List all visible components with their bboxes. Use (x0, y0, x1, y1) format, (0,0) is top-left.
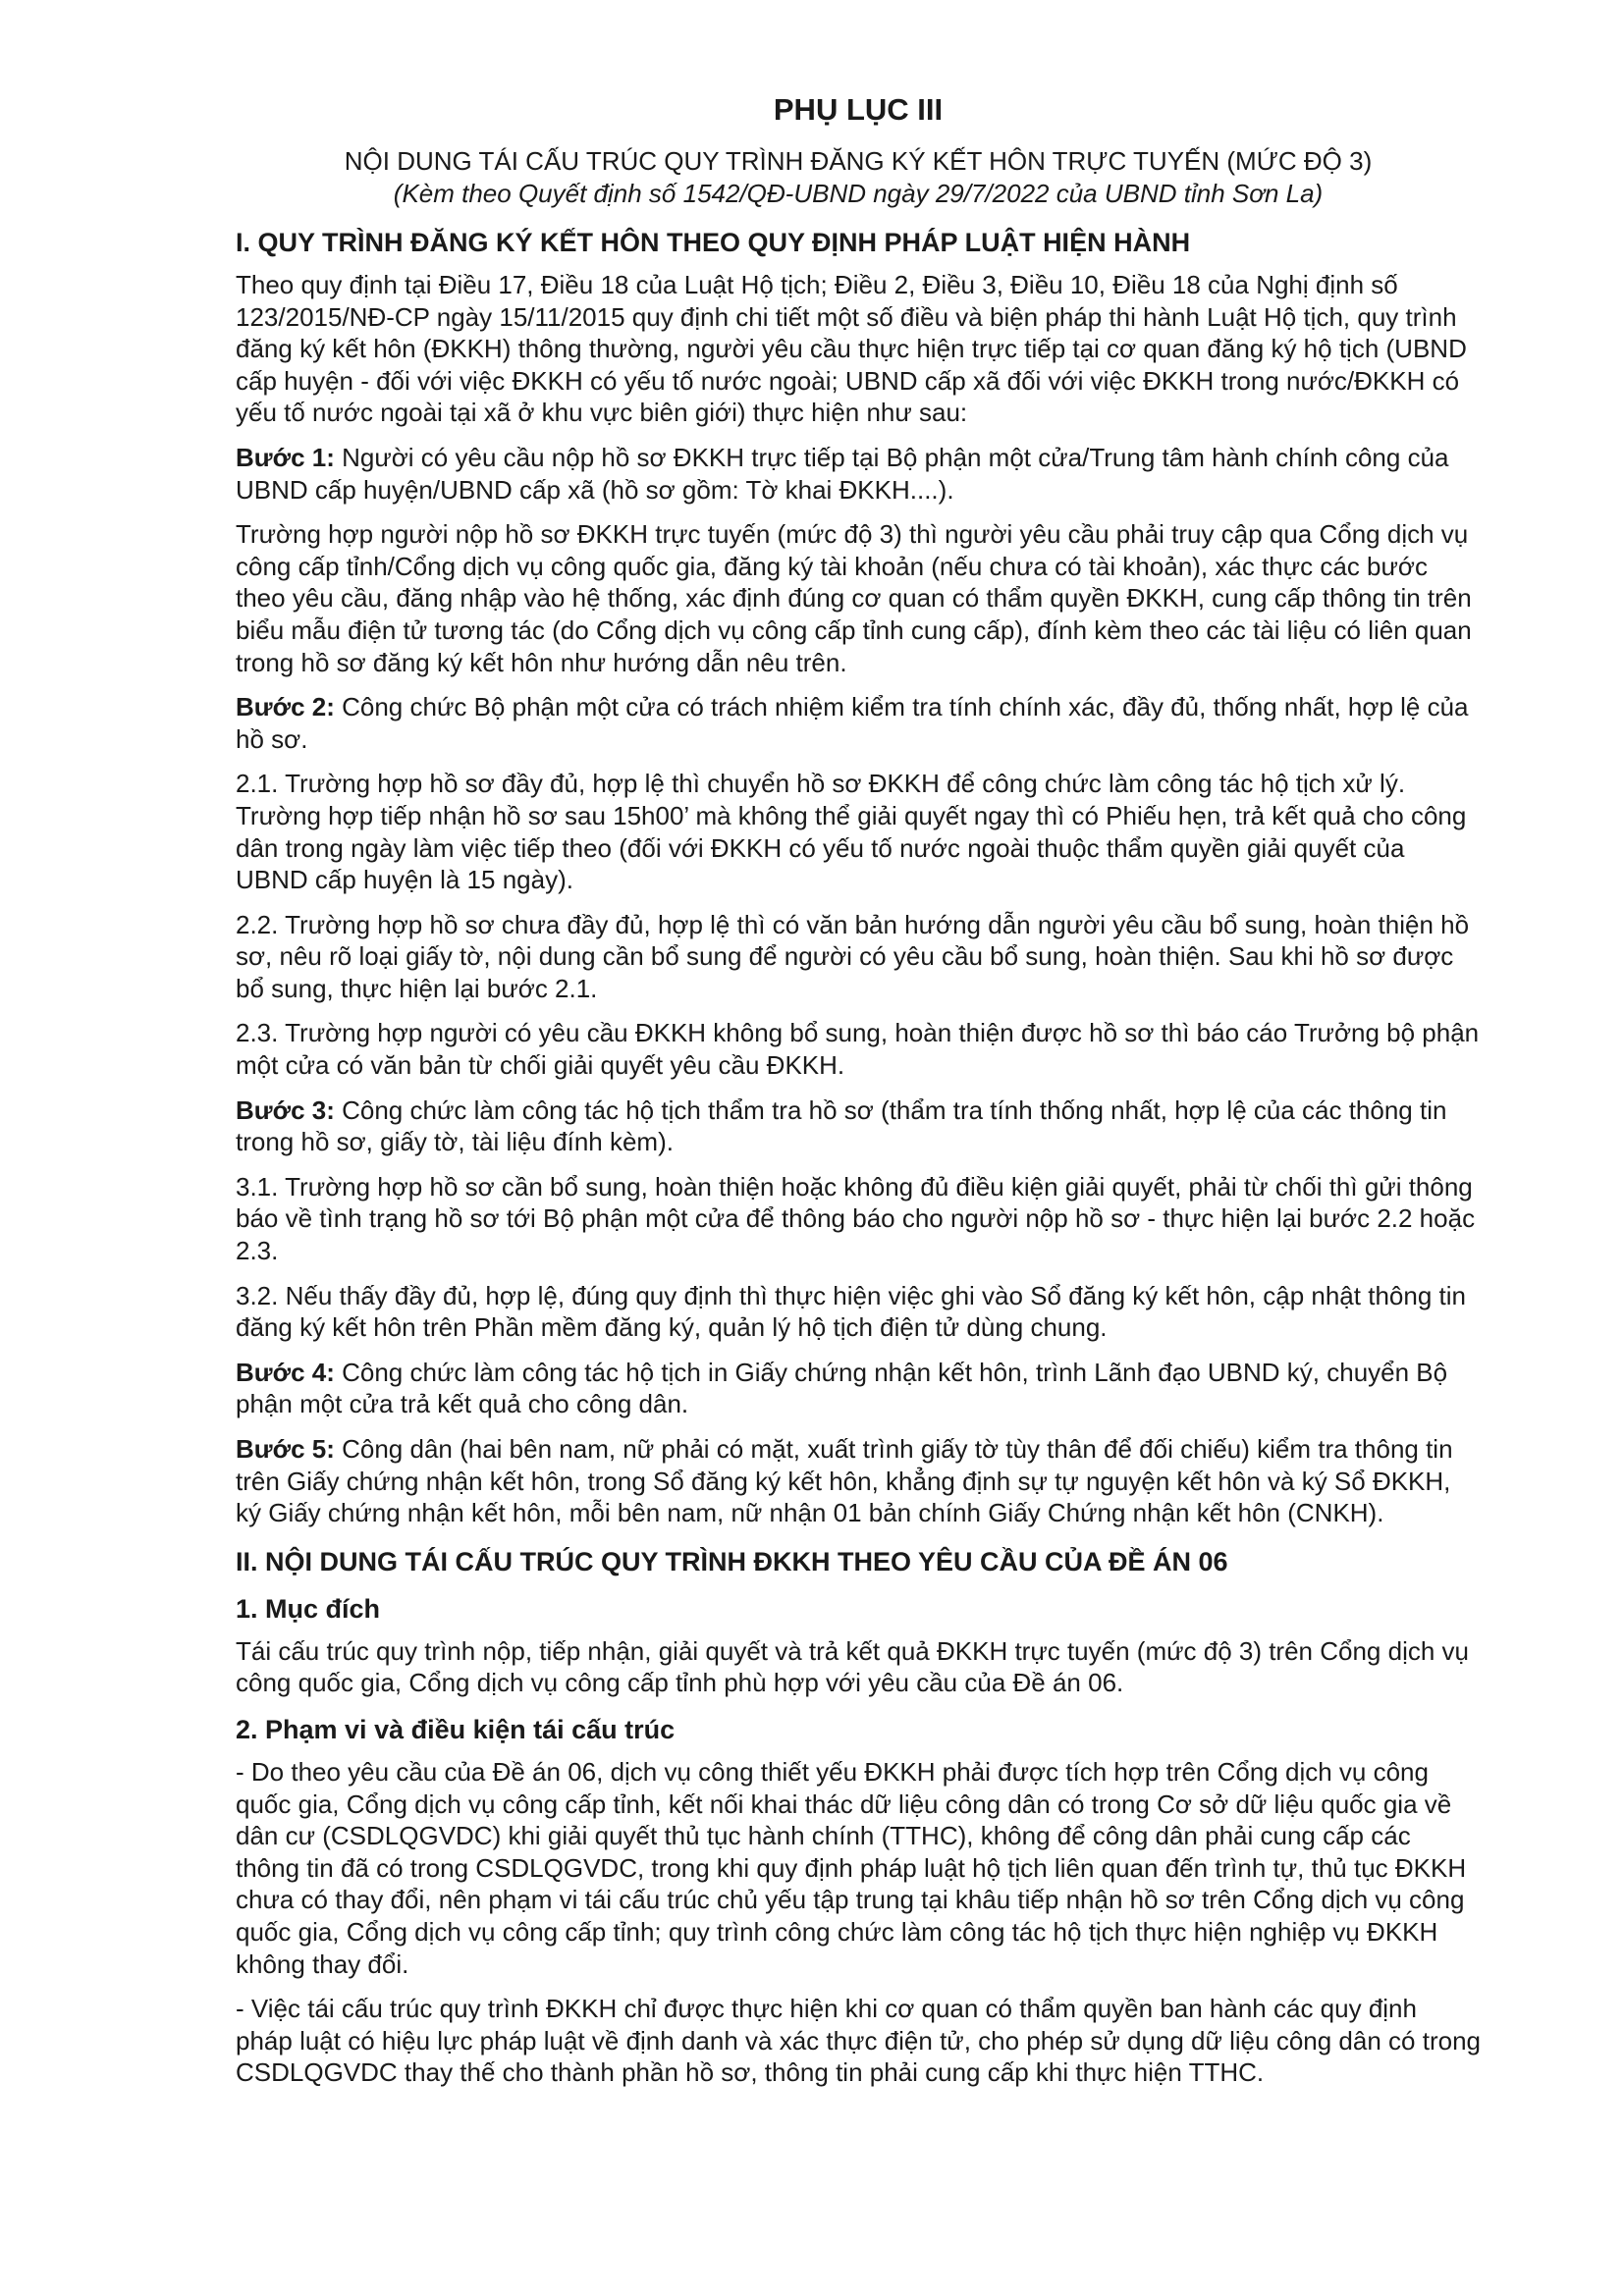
step-3-paragraph (236, 1095, 1481, 1158)
online-submission-paragraph: Trường hợp người nộp hồ sơ ĐKKH trực tuyến (mức độ 3) thì người yêu cầu phải truy cập qua Cổng dịch vụ công cấp tỉnh/Cổng dịch vụ công quốc gia, đăng ký tài khoản (nếu chưa có tài khoản), xác thực các bước theo yêu cầu, đăng nhập vào hệ thống, xác định đúng cơ quan có thẩm quyền ĐKKH, cung cấp thông tin trên biểu mẫu điện tử tương tác (do Cổng dịch vụ công cấp tỉnh cung cấp), đính kèm theo các tài liệu có liên quan trong hồ sơ đăng ký kết hôn như hướng dẫn nêu trên. (236, 519, 1472, 677)
item-2-2-paragraph: 2.2. Trường hợp hồ sơ chưa đầy đủ, hợp lệ thì có văn bản hướng dẫn người yêu cầu bổ sung, hoàn thiện hồ sơ, nêu rõ loại giấy tờ, nội dung cần bổ sung để người có yêu cầu bổ sung, hoàn thiện. Sau khi hồ sơ được bổ sung, thực hiện lại bước 2.1. (236, 909, 1470, 1003)
document-note: (Kèm theo Quyết định số 1542/QĐ-UBND ngày 29/7/2022 của UBND tỉnh Sơn La) (393, 179, 1324, 208)
step-4-label: Bước 4: (236, 1357, 335, 1387)
step-4-text: Công chức làm công tác hộ tịch in Giấy chứng nhận kết hôn, trình Lãnh đạo UBND ký, chuyển Bộ phận một cửa trả kết quả cho công dân. (236, 1357, 1448, 1419)
step-2-text: Công chức Bộ phận một cửa có trách nhiệm kiểm tra tính chính xác, đầy đủ, thống nhất, hợp lệ của hồ sơ. (236, 692, 1469, 754)
step-1-label: Bước 1: (236, 442, 335, 472)
item-3-1-paragraph: 3.1. Trường hợp hồ sơ cần bổ sung, hoàn thiện hoặc không đủ điều kiện giải quyết, phải từ chối thì gửi thông báo về tình trạng hồ sơ tới Bộ phận một cửa để thông báo cho người nộp hồ sơ - thực hiện lại bước 2.2 hoặc 2.3. (236, 1171, 1476, 1266)
step-1-paragraph (236, 442, 1481, 506)
item-2-1-paragraph: 2.1. Trường hợp hồ sơ đầy đủ, hợp lệ thì chuyển hồ sơ ĐKKH để công chức làm công tác hộ tịch xử lý. Trường hợp tiếp nhận hồ sơ sau 15h00’ mà không thể giải quyết ngay thì có Phiếu hẹn, trả kết quả cho công dân trong ngày làm việc tiếp theo (đối với ĐKKH có yếu tố nước ngoài thuộc thẩm quyền giải quyết của UBND cấp huyện là 15 ngày). (236, 769, 1467, 895)
scope-heading: 2. Phạm vi và điều kiện tái cấu trúc (236, 1714, 676, 1744)
step-4-paragraph (236, 1357, 1481, 1420)
step-5-paragraph (236, 1433, 1481, 1529)
step-5-text: Công dân (hai bên nam, nữ phải có mặt, xuất trình giấy tờ tùy thân để đối chiếu) kiểm tra thông tin trên Giấy chứng nhận kết hôn, trong Sổ đăng ký kết hôn, khẳng định sự tự nguyện kết hôn và ký Sổ ĐKKH, ký Giấy chứng nhận kết hôn, mỗi bên nam, nữ nhận 01 bản chính Giấy Chứng nhận kết hôn (CNKH). (236, 1434, 1453, 1528)
purpose-paragraph: Tái cấu trúc quy trình nộp, tiếp nhận, giải quyết và trả kết quả ĐKKH trực tuyến (mức độ 3) trên Cổng dịch vụ công quốc gia, Cổng dịch vụ công cấp tỉnh phù hợp với yêu cầu của Đề án 06. (236, 1635, 1469, 1698)
document-body (236, 90, 1481, 2102)
item-3-2-paragraph: 3.2. Nếu thấy đầy đủ, hợp lệ, đúng quy định thì thực hiện việc ghi vào Sổ đăng ký kết hôn, cập nhật thông tin đăng ký kết hôn trên Phần mềm đăng ký, quản lý hộ tịch điện tử dùng chung. (236, 1280, 1466, 1343)
section-2-heading: II. NỘI DUNG TÁI CẤU TRÚC QUY TRÌNH ĐKKH THEO YÊU CẦU CỦA ĐỀ ÁN 06 (236, 1546, 1228, 1576)
step-1-text: Người có yêu cầu nộp hồ sơ ĐKKH trực tiếp tại Bộ phận một cửa/Trung tâm hành chính công của UBND cấp huyện/UBND cấp xã (hồ sơ gồm: Tờ khai ĐKKH....). (236, 442, 1449, 505)
step-3-label: Bước 3: (236, 1095, 335, 1125)
step-2-paragraph (236, 691, 1481, 755)
document-subtitle: NỘI DUNG TÁI CẤU TRÚC QUY TRÌNH ĐĂNG KÝ KẾT HÔN TRỰC TUYẾN (MỨC ĐỘ 3) (344, 146, 1373, 176)
section-1-intro: Theo quy định tại Điều 17, Điều 18 của Luật Hộ tịch; Điều 2, Điều 3, Điều 10, Điều 18 của Nghị định số 123/2015/NĐ-CP ngày 15/11/2015 quy định chi tiết một số điều và biện pháp thi hành Luật Hộ tịch, quy trình đăng ký kết hôn (ĐKKH) thông thường, người yêu cầu thực hiện trực tiếp tại cơ quan đăng ký hộ tịch (UBND cấp huyện - đối với việc ĐKKH có yếu tố nước ngoài; UBND cấp xã đối với việc ĐKKH trong nước/ĐKKH có yếu tố nước ngoài tại xã ở khu vực biên giới) thực hiện như sau: (236, 270, 1467, 428)
scope-paragraph-2: - Việc tái cấu trúc quy trình ĐKKH chỉ được thực hiện khi cơ quan có thẩm quyền ban hành các quy định pháp luật có hiệu lực pháp luật về định danh và xác thực điện tử, cho phép sử dụng dữ liệu công dân có trong CSDLQGVDC thay thế cho thành phần hồ sơ, thông tin phải cung cấp khi thực hiện TTHC. (236, 1994, 1481, 2088)
step-3-text: Công chức làm công tác hộ tịch thẩm tra hồ sơ (thẩm tra tính thống nhất, hợp lệ của các thông tin trong hồ sơ, giấy tờ, tài liệu đính kèm). (236, 1095, 1447, 1157)
section-1-heading: I. QUY TRÌNH ĐĂNG KÝ KẾT HÔN THEO QUY ĐỊNH PHÁP LUẬT HIỆN HÀNH (236, 228, 1191, 257)
item-2-3-paragraph: 2.3. Trường hợp người có yêu cầu ĐKKH không bổ sung, hoàn thiện được hồ sơ thì báo cáo Trưởng bộ phận một cửa có văn bản từ chối giải quyết yêu cầu ĐKKH. (236, 1018, 1480, 1081)
step-2-label: Bước 2: (236, 692, 335, 722)
scope-paragraph-1: - Do theo yêu cầu của Đề án 06, dịch vụ công thiết yếu ĐKKH phải được tích hợp trên Cổng dịch vụ công quốc gia, Cổng dịch vụ công cấp tỉnh, kết nối khai thác dữ liệu công dân có trong Cơ sở dữ liệu quốc gia về dân cư (CSDLQGVDC) khi giải quyết thủ tục hành chính (TTHC), không để công dân phải cung cấp các thông tin đã có trong CSDLQGVDC, trong khi quy định pháp luật hộ tịch liên quan đến trình tự, thủ tục ĐKKH chưa có thay đổi, nên phạm vi tái cấu trúc chủ yếu tập trung tại khâu tiếp nhận hồ sơ trên Cổng dịch vụ công quốc gia, Cổng dịch vụ công cấp tỉnh; quy trình công chức làm công tác hộ tịch thực hiện nghiệp vụ ĐKKH không thay đổi. (236, 1756, 1467, 1979)
step-5-label: Bước 5: (236, 1434, 335, 1464)
document-title: PHỤ LỤC III (773, 92, 944, 127)
purpose-heading: 1. Mục đích (236, 1593, 381, 1624)
